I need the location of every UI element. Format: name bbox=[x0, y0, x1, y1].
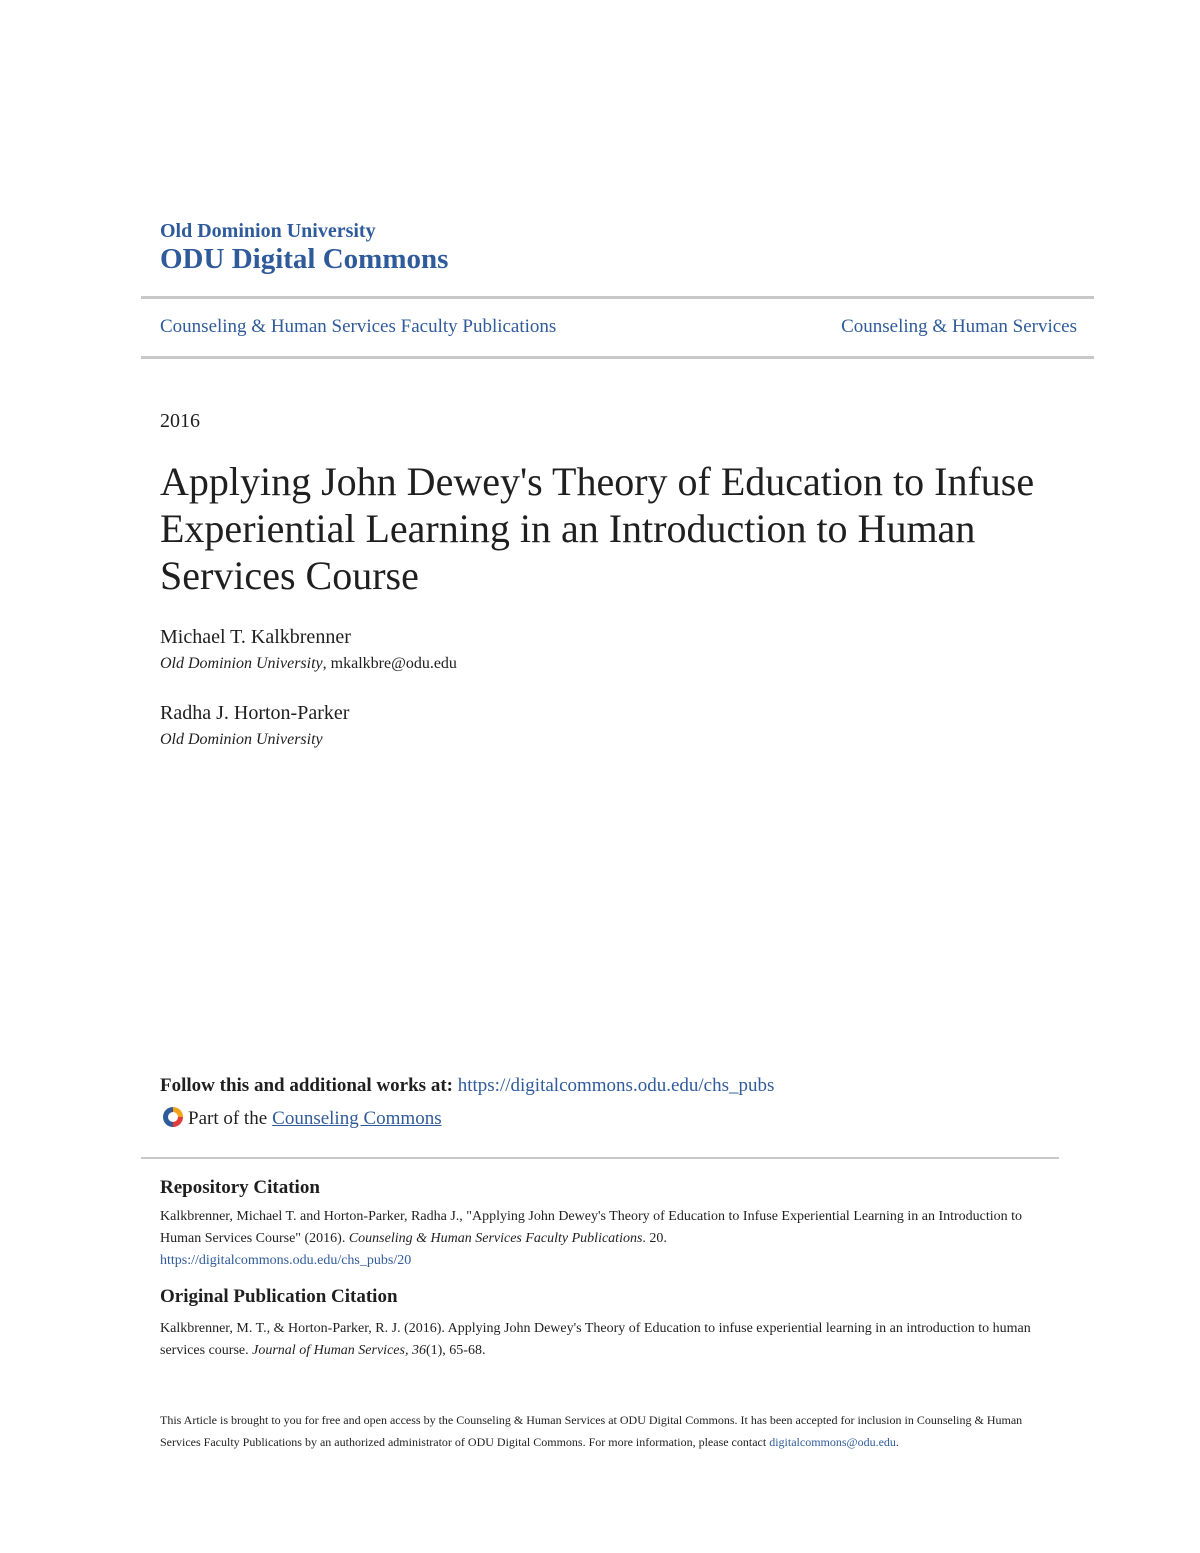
repository-citation-heading: Repository Citation bbox=[160, 1177, 320, 1198]
original-citation-heading: Original Publication Citation bbox=[160, 1286, 398, 1307]
network-commons-icon bbox=[160, 1104, 186, 1130]
institution-name[interactable]: Old Dominion University bbox=[160, 220, 376, 242]
author-email[interactable]: , mkalkbre@odu.edu bbox=[322, 655, 457, 672]
citation-url-link[interactable]: https://digitalcommons.odu.edu/chs_pubs/20 bbox=[160, 1253, 412, 1268]
citation-number: . 20. bbox=[642, 1231, 667, 1246]
department-link[interactable]: Counseling & Human Services bbox=[841, 316, 1077, 337]
citation-issue: (1), 65-68. bbox=[425, 1343, 486, 1358]
article-title: Applying John Dewey's Theory of Education to Infuse Experiential Learning in an Introduction to Human Services Course bbox=[160, 459, 1035, 598]
original-citation-text bbox=[160, 1318, 1050, 1362]
header-divider-bottom bbox=[141, 356, 1094, 359]
part-of-line bbox=[160, 1108, 442, 1130]
citation-body: Kalkbrenner, Michael T. and Horton-Parker, Radha J., "Applying John Dewey's Theory of Education to Infuse Experiential Learning in an Introduction to Human Services Course" (2016). bbox=[160, 1209, 1023, 1246]
affiliation-text: Old Dominion University bbox=[160, 731, 323, 748]
publication-year: 2016 bbox=[160, 410, 200, 432]
author-affiliation bbox=[160, 655, 457, 673]
author-name: Radha J. Horton-Parker bbox=[160, 702, 350, 724]
collection-link[interactable]: Counseling & Human Services Faculty Publications bbox=[160, 316, 557, 337]
follow-url-link[interactable]: https://digitalcommons.odu.edu/chs_pubs bbox=[457, 1075, 775, 1096]
citation-divider bbox=[141, 1157, 1059, 1159]
citation-series: Counseling & Human Services Faculty Publications bbox=[348, 1231, 643, 1246]
affiliation-text: Old Dominion University bbox=[160, 655, 323, 672]
repository-name[interactable]: ODU Digital Commons bbox=[160, 243, 449, 275]
citation-journal: Journal of Human Services, 36 bbox=[252, 1343, 426, 1358]
access-notice bbox=[160, 1409, 1040, 1453]
access-notice-text: This Article is brought to you for free and open access by the Counseling & Human Services at ODU Digital Commons. It has been accepted for inclusion in Counseling & Human Services Faculty Publications by an authorized administrator of ODU Digital Commons. For more information, please contact bbox=[160, 1413, 1023, 1449]
counseling-commons-link[interactable]: Counseling Commons bbox=[272, 1108, 442, 1129]
access-notice-end: . bbox=[895, 1435, 899, 1449]
header-divider-top bbox=[141, 296, 1094, 299]
contact-email-link[interactable]: digitalcommons@odu.edu bbox=[769, 1435, 896, 1449]
follow-label: Follow this and additional works at: bbox=[160, 1075, 453, 1096]
author-affiliation bbox=[160, 731, 323, 749]
repository-citation-text bbox=[160, 1206, 1050, 1272]
author-name: Michael T. Kalkbrenner bbox=[160, 626, 351, 648]
follow-line bbox=[160, 1075, 774, 1097]
part-of-label: Part of the bbox=[188, 1108, 268, 1129]
citation-body: Kalkbrenner, M. T., & Horton-Parker, R. J. (2016). Applying John Dewey's Theory of Education to infuse experiential learning in an introduction to human services course. bbox=[160, 1321, 1031, 1358]
